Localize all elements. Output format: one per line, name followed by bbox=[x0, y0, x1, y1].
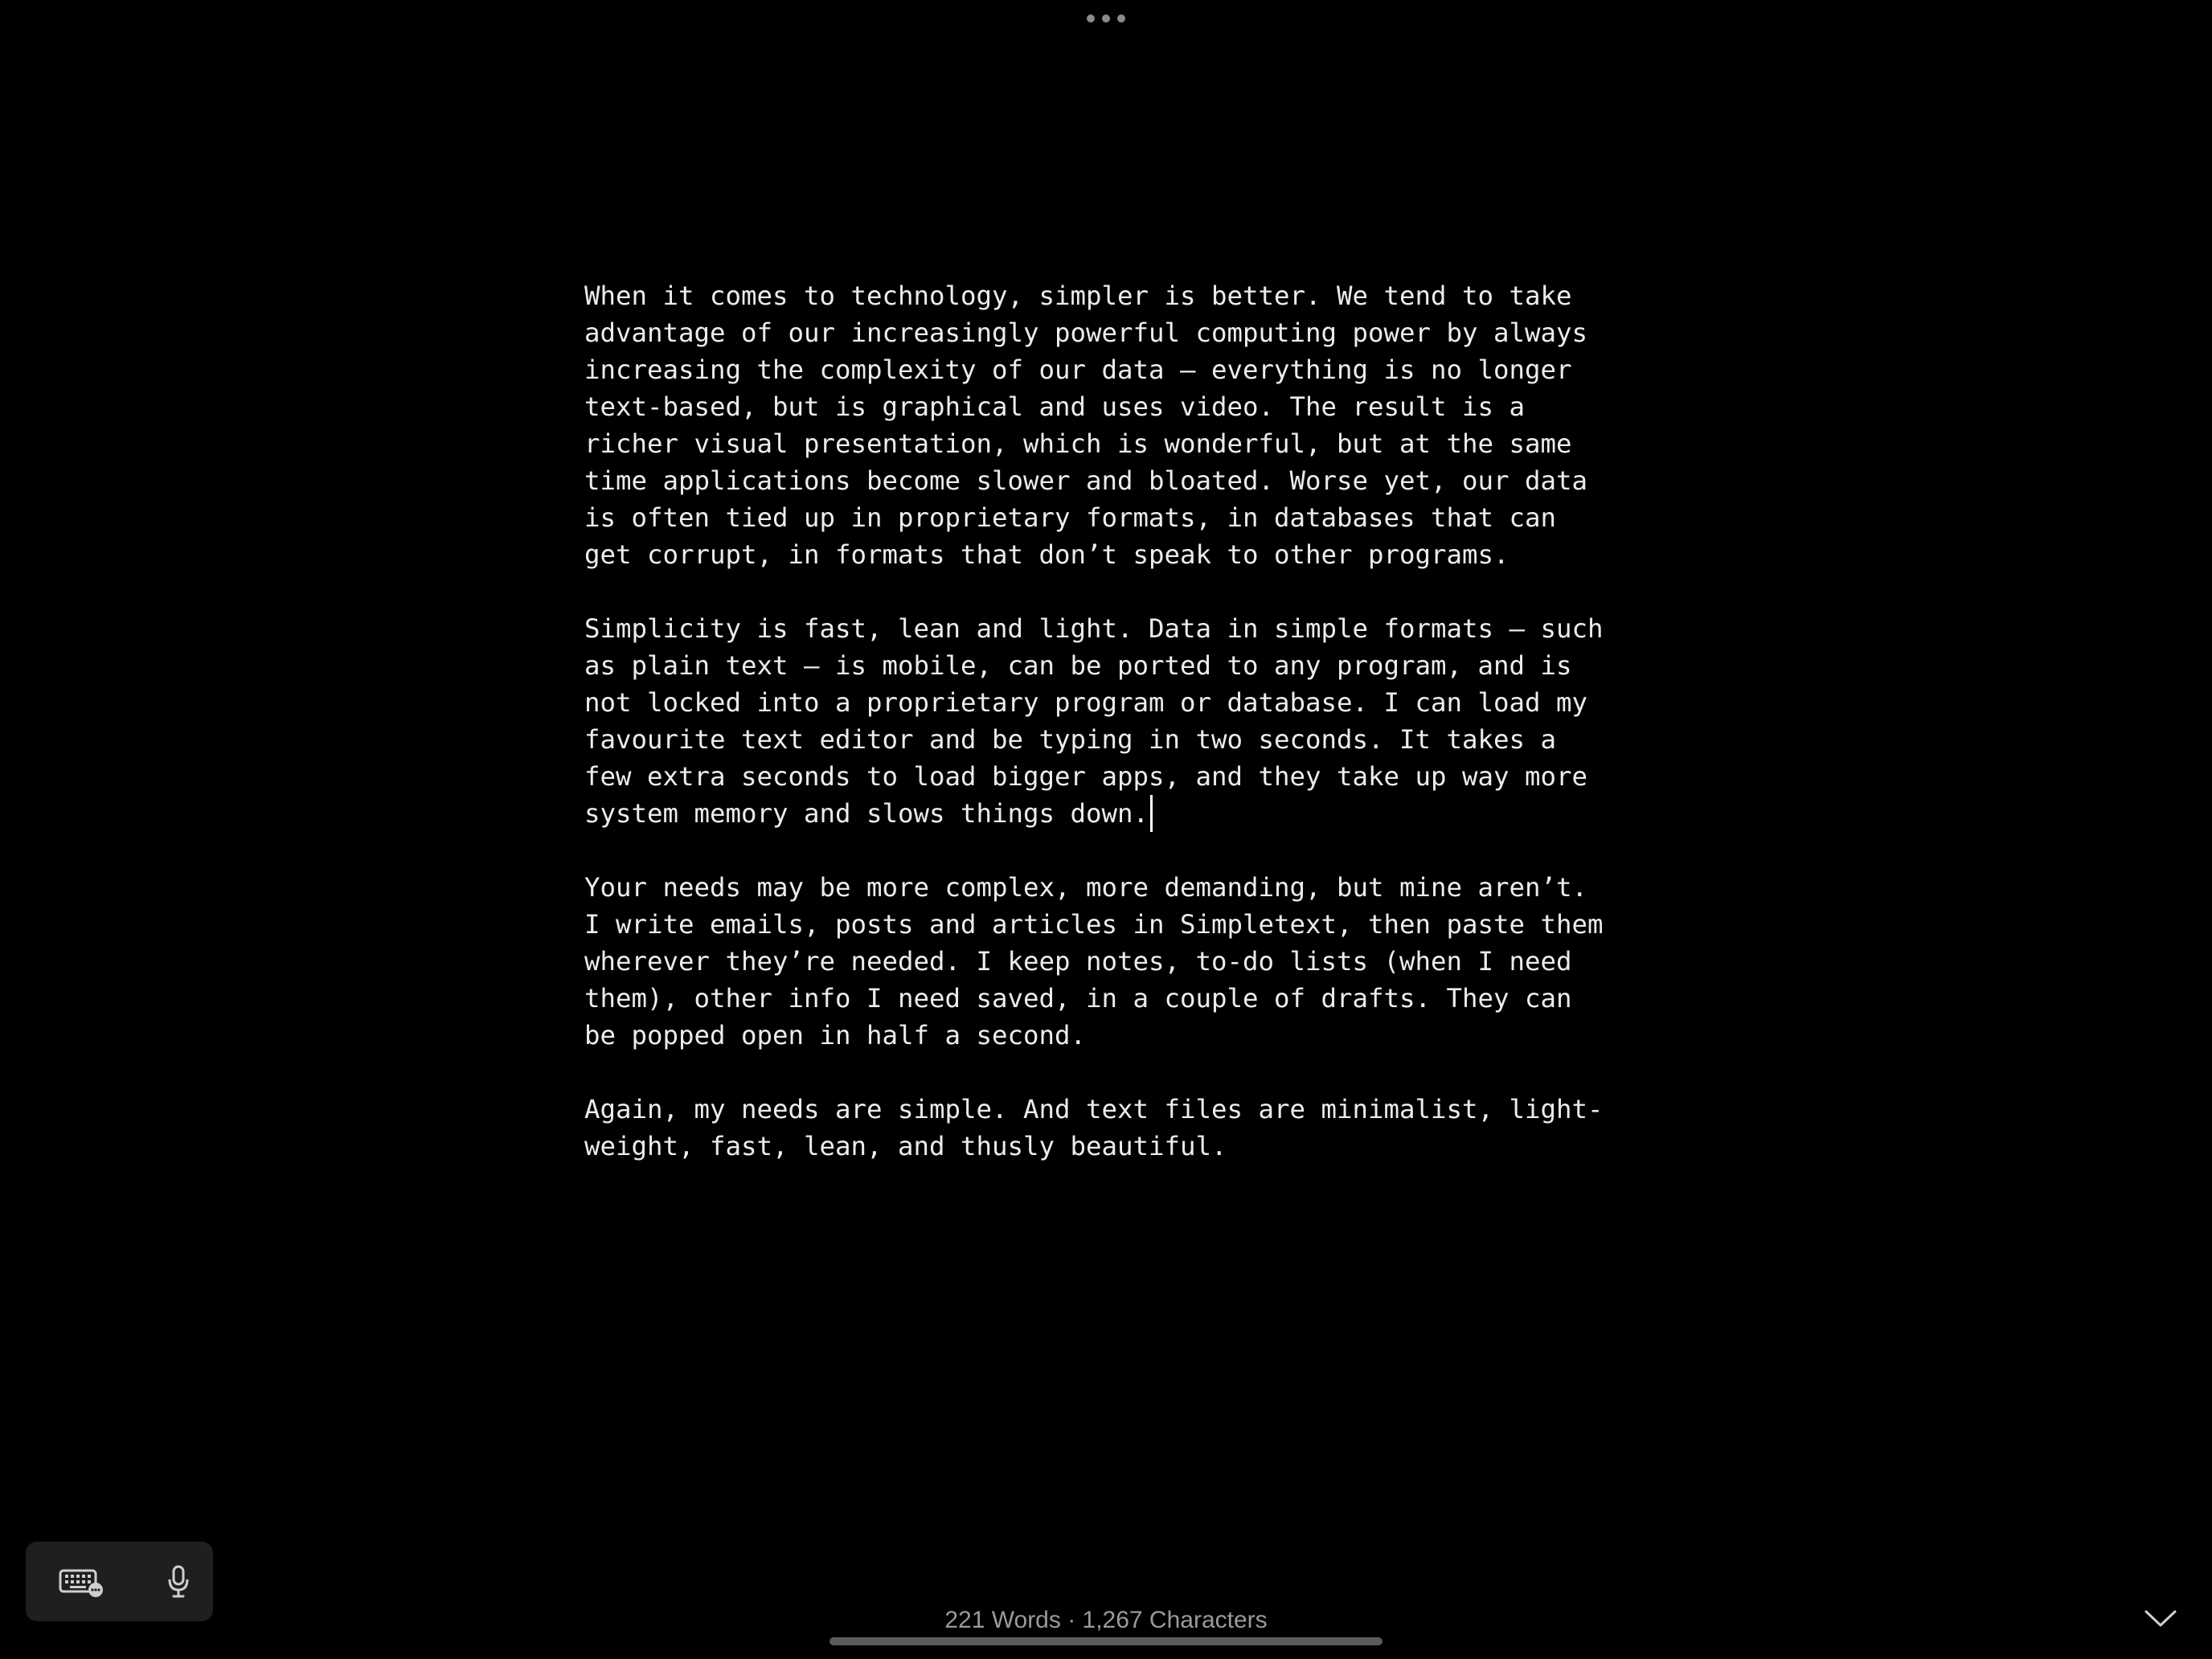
text-line: increasing the complexity of our data — everything is no longer bbox=[584, 354, 1572, 385]
microphone-icon bbox=[166, 1565, 190, 1599]
text-line: Your needs may be more complex, more demanding, but mine aren’t. bbox=[584, 872, 1588, 903]
text-line: weight, fast, lean, and thusly beautiful. bbox=[584, 1131, 1227, 1161]
home-indicator[interactable] bbox=[830, 1637, 1382, 1645]
text-line: richer visual presentation, which is wonderful, but at the same bbox=[584, 428, 1572, 459]
more-dot bbox=[1102, 14, 1110, 23]
more-dot bbox=[1117, 14, 1125, 23]
text-line: advantage of our increasingly powerful computing power by always bbox=[584, 317, 1588, 348]
text-editor[interactable] bbox=[584, 277, 1629, 1202]
text-line: get corrupt, in formats that don’t speak to other programs. bbox=[584, 539, 1509, 570]
chevron-down-icon bbox=[2143, 1608, 2178, 1628]
text-line: time applications become slower and bloated. Worse yet, our data bbox=[584, 465, 1588, 496]
text-line: is often tied up in proprietary formats, in databases that can bbox=[584, 502, 1557, 533]
text-line: favourite text editor and be typing in two seconds. It takes a bbox=[584, 724, 1557, 755]
more-options-icon[interactable] bbox=[1087, 13, 1125, 24]
text-line: system memory and slows things down. bbox=[584, 795, 1629, 832]
paragraph bbox=[584, 869, 1629, 1054]
keyboard-toggle-button[interactable] bbox=[58, 1563, 106, 1601]
dictation-button[interactable] bbox=[162, 1563, 195, 1601]
collapse-keyboard-button[interactable] bbox=[2141, 1604, 2180, 1632]
paragraph bbox=[584, 1091, 1629, 1165]
keyboard-toolbar bbox=[26, 1542, 213, 1621]
text-line: text-based, but is graphical and uses video. The result is a bbox=[584, 391, 1526, 422]
text-line: them), other info I need saved, in a couple of drafts. They can bbox=[584, 983, 1572, 1014]
text-line: as plain text — is mobile, can be ported to any program, and is bbox=[584, 650, 1572, 681]
text-line: Simplicity is fast, lean and light. Data in simple formats — such bbox=[584, 613, 1604, 644]
text-line: not locked into a proprietary program or database. I can load my bbox=[584, 687, 1588, 718]
more-dot bbox=[1087, 14, 1095, 23]
text-line: I write emails, posts and articles in Simpletext, then paste them bbox=[584, 909, 1604, 940]
text-line: Again, my needs are simple. And text files are minimalist, light- bbox=[584, 1094, 1604, 1124]
keyboard-icon bbox=[59, 1566, 105, 1598]
paragraph bbox=[584, 277, 1629, 573]
text-caret bbox=[1150, 795, 1153, 832]
text-line: When it comes to technology, simpler is better. We tend to take bbox=[584, 281, 1572, 311]
text-line: wherever they’re needed. I keep notes, to-do lists (when I need bbox=[584, 946, 1572, 977]
text-line: be popped open in half a second. bbox=[584, 1020, 1087, 1051]
paragraph bbox=[584, 610, 1629, 832]
word-count-status: 221 Words · 1,267 Characters bbox=[944, 1607, 1268, 1633]
text-line: few extra seconds to load bigger apps, and they take up way more bbox=[584, 761, 1588, 792]
